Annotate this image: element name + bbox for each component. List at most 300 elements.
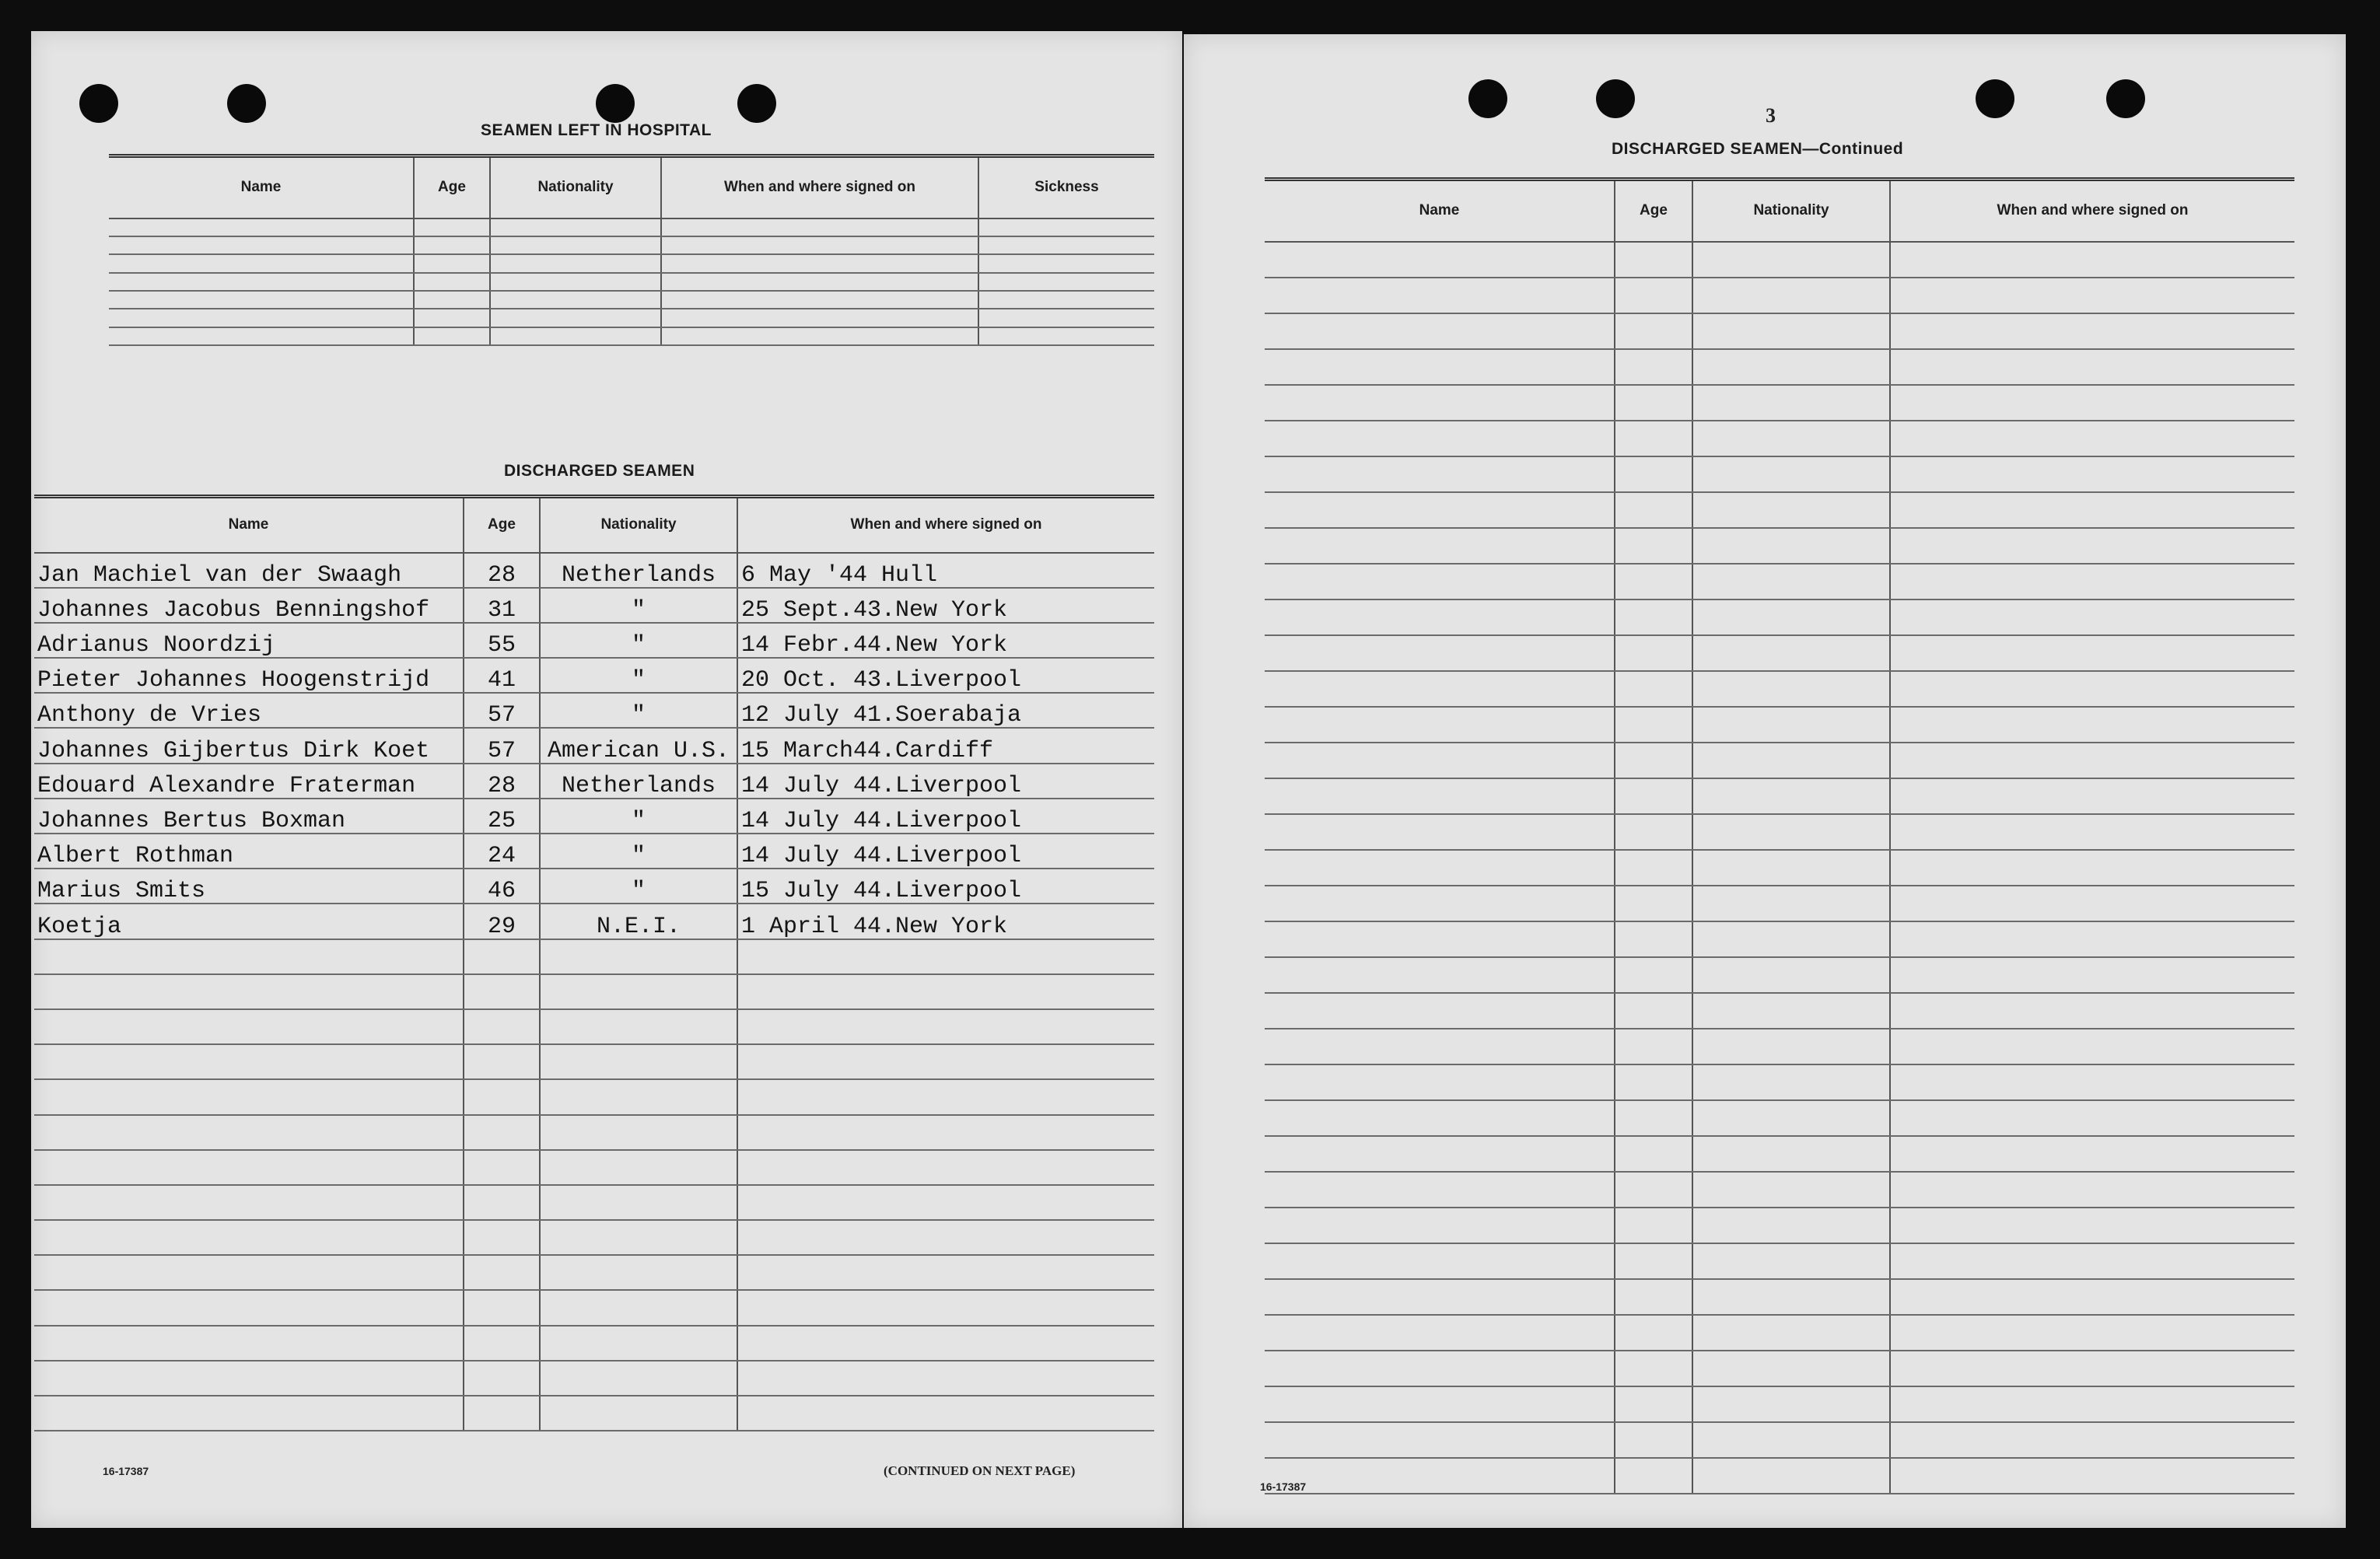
empty-cell bbox=[737, 1115, 1154, 1150]
blank-row bbox=[1265, 707, 2294, 743]
blank-row bbox=[34, 1290, 1154, 1325]
blank-row bbox=[1265, 993, 2294, 1029]
empty-cell bbox=[1692, 1100, 1890, 1136]
cell-nationality: " bbox=[540, 693, 737, 728]
empty-cell bbox=[540, 1044, 737, 1079]
empty-cell bbox=[1615, 599, 1692, 635]
empty-cell bbox=[1615, 778, 1692, 814]
empty-cell bbox=[540, 1185, 737, 1220]
empty-cell bbox=[490, 254, 661, 272]
cell-name: Koetja bbox=[34, 904, 464, 939]
empty-cell bbox=[1265, 421, 1615, 456]
table-row bbox=[34, 623, 1154, 658]
column-header-name: Name bbox=[34, 497, 464, 553]
continued-note: (CONTINUED ON NEXT PAGE) bbox=[884, 1463, 1076, 1478]
empty-cell bbox=[540, 1290, 737, 1325]
empty-cell bbox=[1890, 456, 2294, 492]
empty-cell bbox=[1692, 456, 1890, 492]
empty-cell bbox=[1692, 313, 1890, 349]
empty-cell bbox=[414, 273, 490, 291]
table-row bbox=[34, 728, 1154, 763]
punch-hole bbox=[2106, 79, 2145, 118]
discharged-section-title: DISCHARGED SEAMEN bbox=[504, 462, 695, 480]
empty-cell bbox=[661, 218, 978, 236]
empty-cell bbox=[978, 291, 1154, 309]
column-header-nationality: Nationality bbox=[540, 497, 737, 553]
empty-cell bbox=[1265, 1422, 1615, 1458]
empty-cell bbox=[1890, 421, 2294, 456]
empty-cell bbox=[34, 1115, 464, 1150]
punch-hole bbox=[1468, 79, 1507, 118]
blank-row bbox=[1265, 421, 2294, 456]
blank-row bbox=[109, 218, 1154, 236]
blank-row bbox=[1265, 1136, 2294, 1172]
empty-cell bbox=[1692, 671, 1890, 707]
empty-cell bbox=[1615, 1029, 1692, 1064]
empty-cell bbox=[1692, 886, 1890, 921]
table-row bbox=[34, 553, 1154, 588]
empty-cell bbox=[34, 1079, 464, 1114]
empty-cell bbox=[1615, 814, 1692, 850]
cell-signed-on: 25 Sept.43.New York bbox=[737, 588, 1154, 623]
blank-row bbox=[34, 1009, 1154, 1044]
column-header-nationality: Nationality bbox=[1692, 180, 1890, 242]
cell-nationality: " bbox=[540, 799, 737, 834]
blank-row bbox=[1265, 814, 2294, 850]
blank-row bbox=[1265, 1315, 2294, 1351]
empty-cell bbox=[1615, 957, 1692, 993]
empty-cell bbox=[1615, 1279, 1692, 1315]
blank-row bbox=[1265, 1172, 2294, 1208]
cell-age: 41 bbox=[464, 658, 540, 693]
column-header-sickness: Sickness bbox=[978, 156, 1154, 218]
cell-name: Jan Machiel van der Swaagh bbox=[34, 553, 464, 588]
blank-row bbox=[1265, 313, 2294, 349]
empty-cell bbox=[34, 1361, 464, 1396]
empty-cell bbox=[490, 309, 661, 327]
empty-cell bbox=[1692, 1064, 1890, 1100]
empty-cell bbox=[1692, 1136, 1890, 1172]
blank-row bbox=[109, 291, 1154, 309]
empty-cell bbox=[1265, 1279, 1615, 1315]
cell-signed-on: 6 May '44 Hull bbox=[737, 553, 1154, 588]
empty-cell bbox=[464, 1220, 540, 1255]
empty-cell bbox=[540, 1255, 737, 1290]
empty-cell bbox=[1890, 850, 2294, 886]
left-page bbox=[31, 31, 1182, 1528]
empty-cell bbox=[34, 1185, 464, 1220]
column-header-age: Age bbox=[464, 497, 540, 553]
empty-cell bbox=[737, 1079, 1154, 1114]
cell-nationality: Netherlands bbox=[540, 553, 737, 588]
empty-cell bbox=[1265, 349, 1615, 385]
empty-cell bbox=[464, 1255, 540, 1290]
blank-row bbox=[1265, 778, 2294, 814]
empty-cell bbox=[1615, 278, 1692, 313]
column-header-signed-on: When and where signed on bbox=[737, 497, 1154, 553]
blank-row bbox=[34, 1220, 1154, 1255]
empty-cell bbox=[1265, 313, 1615, 349]
empty-cell bbox=[737, 1290, 1154, 1325]
blank-row bbox=[1265, 1458, 2294, 1494]
empty-cell bbox=[1265, 921, 1615, 957]
blank-row bbox=[1265, 957, 2294, 993]
table-row bbox=[34, 834, 1154, 869]
empty-cell bbox=[1890, 313, 2294, 349]
column-header-age: Age bbox=[414, 156, 490, 218]
empty-cell bbox=[1890, 385, 2294, 421]
empty-cell bbox=[737, 1220, 1154, 1255]
empty-cell bbox=[1615, 1422, 1692, 1458]
empty-cell bbox=[1692, 743, 1890, 778]
empty-cell bbox=[1265, 1351, 1615, 1386]
empty-cell bbox=[1692, 635, 1890, 671]
empty-cell bbox=[540, 1115, 737, 1150]
empty-cell bbox=[1265, 1064, 1615, 1100]
empty-cell bbox=[1615, 385, 1692, 421]
cell-age: 57 bbox=[464, 728, 540, 763]
column-header-nationality: Nationality bbox=[490, 156, 661, 218]
empty-cell bbox=[1615, 492, 1692, 528]
empty-cell bbox=[1615, 993, 1692, 1029]
empty-cell bbox=[109, 309, 414, 327]
table-row bbox=[34, 658, 1154, 693]
empty-cell bbox=[1890, 492, 2294, 528]
empty-cell bbox=[540, 1079, 737, 1114]
empty-cell bbox=[978, 327, 1154, 345]
blank-row bbox=[1265, 1064, 2294, 1100]
empty-cell bbox=[464, 1185, 540, 1220]
empty-cell bbox=[1692, 993, 1890, 1029]
cell-name: Edouard Alexandre Fraterman bbox=[34, 764, 464, 799]
empty-cell bbox=[464, 939, 540, 974]
empty-cell bbox=[1692, 1458, 1890, 1494]
empty-cell bbox=[1890, 1064, 2294, 1100]
empty-cell bbox=[1692, 278, 1890, 313]
empty-cell bbox=[1615, 1315, 1692, 1351]
empty-cell bbox=[1615, 313, 1692, 349]
empty-cell bbox=[1890, 778, 2294, 814]
empty-cell bbox=[1692, 1422, 1890, 1458]
empty-cell bbox=[737, 1396, 1154, 1431]
empty-cell bbox=[1615, 564, 1692, 599]
empty-cell bbox=[1615, 1351, 1692, 1386]
form-number: 16-17387 bbox=[103, 1465, 149, 1477]
empty-cell bbox=[1615, 528, 1692, 564]
empty-cell bbox=[1890, 1243, 2294, 1279]
blank-row bbox=[1265, 1029, 2294, 1064]
blank-row bbox=[1265, 671, 2294, 707]
blank-row bbox=[34, 1255, 1154, 1290]
blank-row bbox=[1265, 886, 2294, 921]
cell-name: Anthony de Vries bbox=[34, 693, 464, 728]
empty-cell bbox=[1692, 242, 1890, 278]
cell-signed-on: 14 July 44.Liverpool bbox=[737, 764, 1154, 799]
empty-cell bbox=[1615, 1064, 1692, 1100]
empty-cell bbox=[1692, 1315, 1890, 1351]
cell-nationality: " bbox=[540, 623, 737, 658]
page-number: 3 bbox=[1766, 104, 1776, 127]
empty-cell bbox=[1265, 528, 1615, 564]
blank-row bbox=[109, 273, 1154, 291]
empty-cell bbox=[1890, 1208, 2294, 1243]
empty-cell bbox=[1890, 1279, 2294, 1315]
blank-row bbox=[34, 1150, 1154, 1185]
blank-row bbox=[34, 939, 1154, 974]
table-row bbox=[34, 904, 1154, 939]
cell-age: 24 bbox=[464, 834, 540, 869]
empty-cell bbox=[540, 939, 737, 974]
empty-cell bbox=[661, 236, 978, 254]
empty-cell bbox=[1692, 1386, 1890, 1422]
cell-signed-on: 14 July 44.Liverpool bbox=[737, 834, 1154, 869]
empty-cell bbox=[1265, 1386, 1615, 1422]
cell-age: 29 bbox=[464, 904, 540, 939]
empty-cell bbox=[1615, 921, 1692, 957]
empty-cell bbox=[1692, 850, 1890, 886]
discharged-continued-title: DISCHARGED SEAMEN—Continued bbox=[1612, 140, 1904, 158]
blank-row bbox=[1265, 1243, 2294, 1279]
empty-cell bbox=[490, 273, 661, 291]
empty-cell bbox=[490, 327, 661, 345]
empty-cell bbox=[1615, 886, 1692, 921]
empty-cell bbox=[978, 273, 1154, 291]
empty-cell bbox=[1692, 957, 1890, 993]
empty-cell bbox=[414, 236, 490, 254]
empty-cell bbox=[34, 1009, 464, 1044]
empty-cell bbox=[1692, 599, 1890, 635]
empty-cell bbox=[540, 1361, 737, 1396]
empty-cell bbox=[737, 1150, 1154, 1185]
empty-cell bbox=[661, 327, 978, 345]
empty-cell bbox=[109, 218, 414, 236]
blank-row bbox=[109, 236, 1154, 254]
empty-cell bbox=[34, 939, 464, 974]
empty-cell bbox=[1265, 1100, 1615, 1136]
empty-cell bbox=[464, 974, 540, 1009]
empty-cell bbox=[1890, 1315, 2294, 1351]
empty-cell bbox=[1265, 993, 1615, 1029]
empty-cell bbox=[540, 974, 737, 1009]
empty-cell bbox=[1265, 1136, 1615, 1172]
empty-cell bbox=[464, 1115, 540, 1150]
empty-cell bbox=[737, 1361, 1154, 1396]
empty-cell bbox=[464, 1290, 540, 1325]
empty-cell bbox=[1890, 1351, 2294, 1386]
column-header-name: Name bbox=[1265, 180, 1615, 242]
empty-cell bbox=[1615, 743, 1692, 778]
cell-name: Albert Rothman bbox=[34, 834, 464, 869]
cell-age: 55 bbox=[464, 623, 540, 658]
empty-cell bbox=[1265, 1458, 1615, 1494]
empty-cell bbox=[1615, 671, 1692, 707]
empty-cell bbox=[34, 1396, 464, 1431]
empty-cell bbox=[1692, 492, 1890, 528]
punch-hole bbox=[1596, 79, 1635, 118]
empty-cell bbox=[414, 309, 490, 327]
cell-age: 57 bbox=[464, 693, 540, 728]
empty-cell bbox=[661, 254, 978, 272]
empty-cell bbox=[1692, 778, 1890, 814]
empty-cell bbox=[1890, 1100, 2294, 1136]
empty-cell bbox=[737, 1185, 1154, 1220]
empty-cell bbox=[34, 1326, 464, 1361]
empty-cell bbox=[540, 1326, 737, 1361]
empty-cell bbox=[464, 1326, 540, 1361]
empty-cell bbox=[34, 1044, 464, 1079]
empty-cell bbox=[1692, 1351, 1890, 1386]
empty-cell bbox=[737, 1326, 1154, 1361]
empty-cell bbox=[1890, 1458, 2294, 1494]
cell-nationality: Netherlands bbox=[540, 764, 737, 799]
empty-cell bbox=[1615, 1208, 1692, 1243]
empty-cell bbox=[109, 254, 414, 272]
empty-cell bbox=[1615, 850, 1692, 886]
table-row bbox=[34, 869, 1154, 904]
empty-cell bbox=[1615, 456, 1692, 492]
empty-cell bbox=[1615, 635, 1692, 671]
empty-cell bbox=[1890, 957, 2294, 993]
empty-cell bbox=[1692, 1243, 1890, 1279]
blank-row bbox=[1265, 1100, 2294, 1136]
blank-row bbox=[34, 974, 1154, 1009]
empty-cell bbox=[1890, 278, 2294, 313]
empty-cell bbox=[1265, 1029, 1615, 1064]
empty-cell bbox=[1890, 1029, 2294, 1064]
blank-row bbox=[1265, 349, 2294, 385]
cell-signed-on: 14 Febr.44.New York bbox=[737, 623, 1154, 658]
empty-cell bbox=[414, 291, 490, 309]
empty-cell bbox=[1615, 421, 1692, 456]
empty-cell bbox=[1265, 635, 1615, 671]
empty-cell bbox=[1265, 814, 1615, 850]
empty-cell bbox=[1890, 1136, 2294, 1172]
empty-cell bbox=[1265, 1172, 1615, 1208]
discharged-continued-table bbox=[1265, 177, 2294, 1494]
empty-cell bbox=[978, 236, 1154, 254]
empty-cell bbox=[540, 1396, 737, 1431]
empty-cell bbox=[464, 1396, 540, 1431]
cell-nationality: N.E.I. bbox=[540, 904, 737, 939]
blank-row bbox=[1265, 1386, 2294, 1422]
empty-cell bbox=[1890, 814, 2294, 850]
empty-cell bbox=[1615, 242, 1692, 278]
blank-row bbox=[1265, 242, 2294, 278]
empty-cell bbox=[737, 939, 1154, 974]
empty-cell bbox=[978, 218, 1154, 236]
empty-cell bbox=[1890, 528, 2294, 564]
cell-age: 46 bbox=[464, 869, 540, 904]
blank-row bbox=[1265, 921, 2294, 957]
empty-cell bbox=[490, 291, 661, 309]
empty-cell bbox=[1692, 1029, 1890, 1064]
empty-cell bbox=[1265, 456, 1615, 492]
empty-cell bbox=[109, 236, 414, 254]
empty-cell bbox=[1890, 1386, 2294, 1422]
blank-row bbox=[1265, 456, 2294, 492]
empty-cell bbox=[34, 1150, 464, 1185]
blank-row bbox=[34, 1396, 1154, 1431]
empty-cell bbox=[1890, 743, 2294, 778]
empty-cell bbox=[1692, 814, 1890, 850]
empty-cell bbox=[1890, 564, 2294, 599]
blank-row bbox=[1265, 492, 2294, 528]
empty-cell bbox=[540, 1220, 737, 1255]
punch-hole bbox=[227, 84, 266, 123]
cell-name: Johannes Gijbertus Dirk Koet bbox=[34, 728, 464, 763]
cell-name: Marius Smits bbox=[34, 869, 464, 904]
empty-cell bbox=[1265, 564, 1615, 599]
empty-cell bbox=[414, 254, 490, 272]
empty-cell bbox=[1890, 886, 2294, 921]
empty-cell bbox=[1265, 1243, 1615, 1279]
blank-row bbox=[1265, 1422, 2294, 1458]
empty-cell bbox=[661, 309, 978, 327]
empty-cell bbox=[978, 309, 1154, 327]
empty-cell bbox=[540, 1009, 737, 1044]
table-row bbox=[34, 764, 1154, 799]
blank-row bbox=[109, 309, 1154, 327]
cell-signed-on: 12 July 41.Soerabaja bbox=[737, 693, 1154, 728]
form-number: 16-17387 bbox=[1260, 1480, 1307, 1493]
blank-row bbox=[1265, 1279, 2294, 1315]
empty-cell bbox=[1890, 707, 2294, 743]
hospital-table bbox=[109, 154, 1154, 346]
blank-row bbox=[1265, 385, 2294, 421]
cell-age: 31 bbox=[464, 588, 540, 623]
empty-cell bbox=[1265, 671, 1615, 707]
empty-cell bbox=[490, 218, 661, 236]
blank-row bbox=[1265, 850, 2294, 886]
empty-cell bbox=[1265, 707, 1615, 743]
punch-hole bbox=[79, 84, 118, 123]
column-header-age: Age bbox=[1615, 180, 1692, 242]
empty-cell bbox=[109, 327, 414, 345]
empty-cell bbox=[1615, 1386, 1692, 1422]
cell-age: 28 bbox=[464, 553, 540, 588]
empty-cell bbox=[1692, 421, 1890, 456]
cell-nationality: " bbox=[540, 869, 737, 904]
empty-cell bbox=[1615, 1100, 1692, 1136]
cell-nationality: " bbox=[540, 658, 737, 693]
empty-cell bbox=[1615, 1458, 1692, 1494]
empty-cell bbox=[1265, 492, 1615, 528]
cell-name: Johannes Jacobus Benningshof bbox=[34, 588, 464, 623]
empty-cell bbox=[1890, 242, 2294, 278]
blank-row bbox=[1265, 564, 2294, 599]
empty-cell bbox=[109, 273, 414, 291]
blank-row bbox=[1265, 278, 2294, 313]
cell-signed-on: 14 July 44.Liverpool bbox=[737, 799, 1154, 834]
empty-cell bbox=[34, 1255, 464, 1290]
empty-cell bbox=[1615, 1136, 1692, 1172]
blank-row bbox=[34, 1326, 1154, 1361]
empty-cell bbox=[414, 327, 490, 345]
empty-cell bbox=[464, 1150, 540, 1185]
blank-row bbox=[1265, 743, 2294, 778]
empty-cell bbox=[1692, 385, 1890, 421]
column-header-name: Name bbox=[109, 156, 414, 218]
punch-hole bbox=[1976, 79, 2014, 118]
discharged-table bbox=[34, 495, 1154, 1431]
empty-cell bbox=[1692, 528, 1890, 564]
empty-cell bbox=[464, 1009, 540, 1044]
cell-signed-on: 20 Oct. 43.Liverpool bbox=[737, 658, 1154, 693]
empty-cell bbox=[978, 254, 1154, 272]
empty-cell bbox=[464, 1361, 540, 1396]
column-header-signed-on: When and where signed on bbox=[1890, 180, 2294, 242]
empty-cell bbox=[737, 1044, 1154, 1079]
